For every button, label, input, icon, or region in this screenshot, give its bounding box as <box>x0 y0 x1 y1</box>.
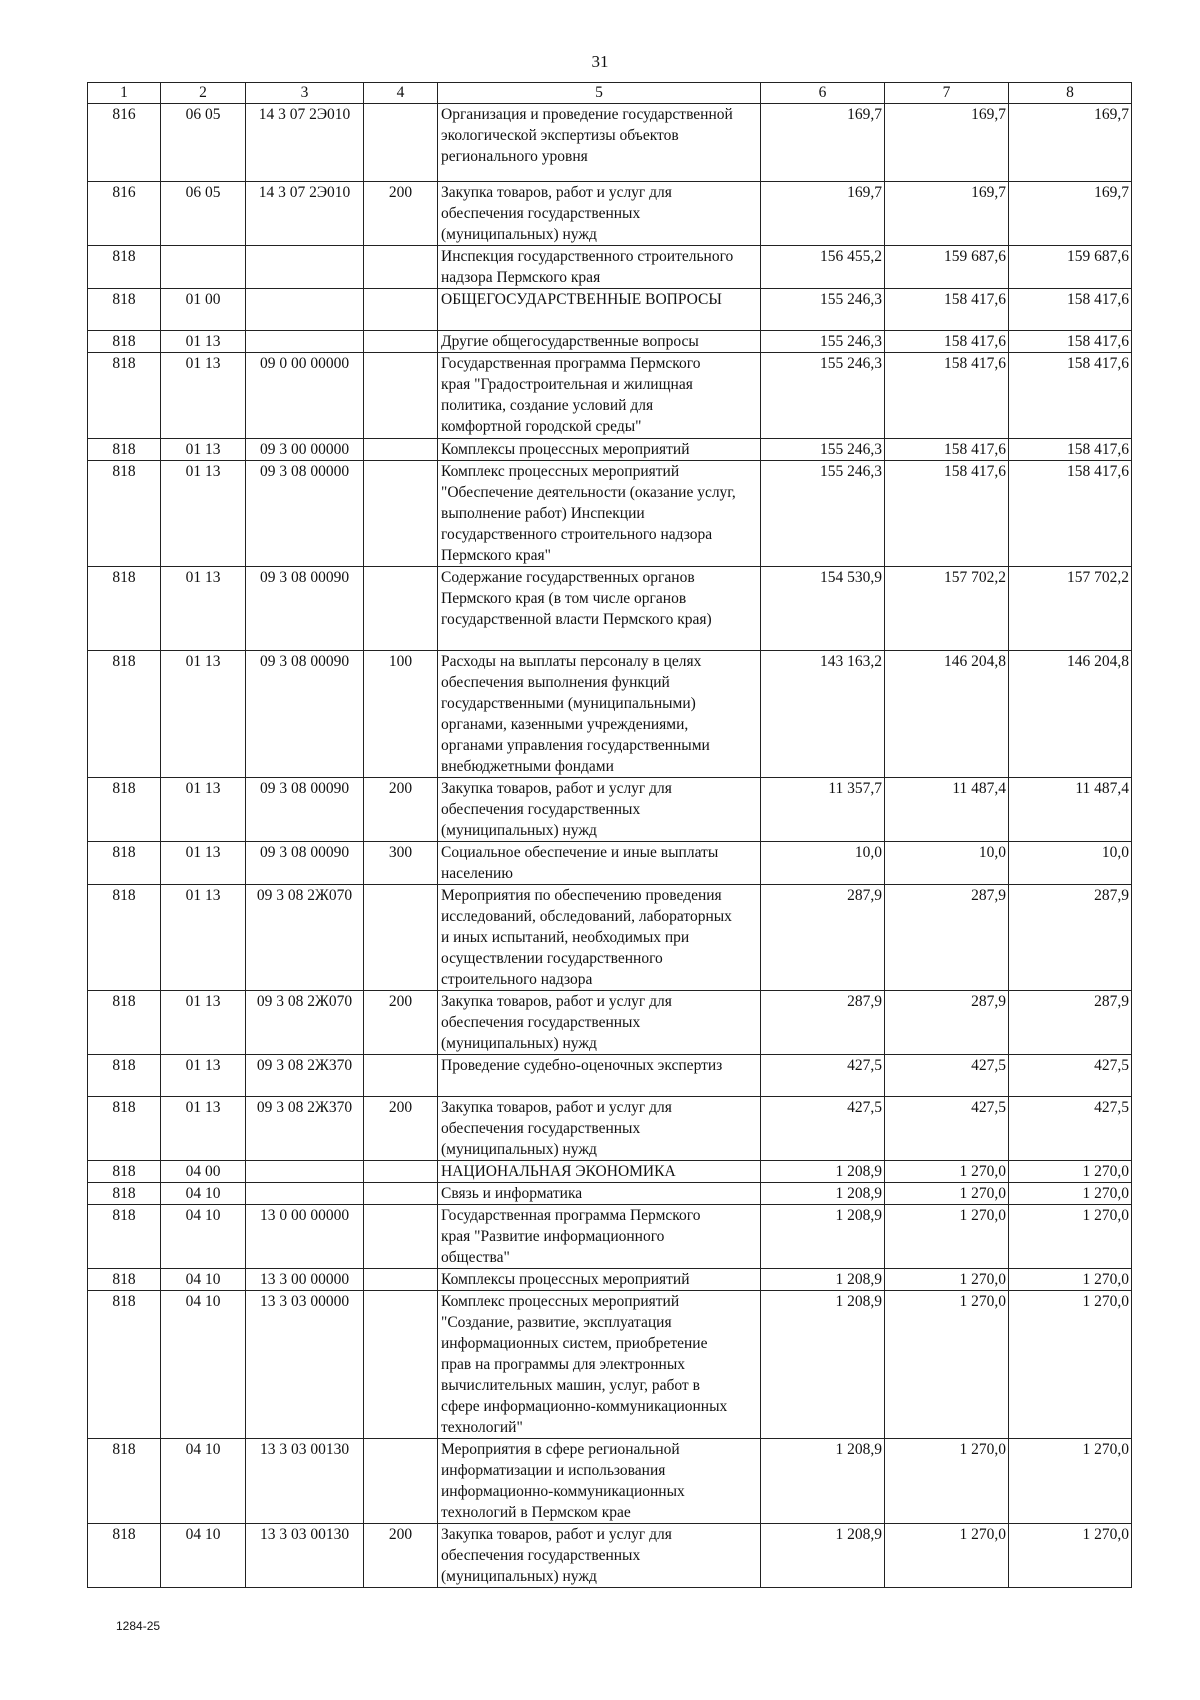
cell-description: Комплекс процессных мероприятий "Создание, развитие, эксплуатация информационных систем, приобретение прав на программы для электронных вычислительных машин, услуг, работ в сфере информационно-коммуникационных технологий" <box>438 1291 761 1439</box>
cell-section-code: 01 13 <box>161 651 246 778</box>
cell-amount-col6: 154 530,9 <box>761 567 885 651</box>
cell-amount-col6: 155 246,3 <box>761 461 885 567</box>
cell-target-article-code <box>246 1183 364 1205</box>
cell-amount-col7: 158 417,6 <box>885 461 1009 567</box>
cell-amount-col7: 158 417,6 <box>885 353 1009 439</box>
table-row <box>88 182 1132 246</box>
cell-ministry-code: 818 <box>88 1524 161 1588</box>
cell-target-article-code: 09 3 08 00090 <box>246 651 364 778</box>
cell-amount-col6: 427,5 <box>761 1097 885 1161</box>
cell-target-article-code <box>246 289 364 331</box>
cell-description: Другие общегосударственные вопросы <box>438 331 761 353</box>
cell-amount-col7: 1 270,0 <box>885 1161 1009 1183</box>
cell-amount-col6: 1 208,9 <box>761 1161 885 1183</box>
cell-description: Мероприятия по обеспечению проведения исследований, обследований, лабораторных и иных испытаний, необходимых при осуществлении государственного строительного надзора <box>438 885 761 991</box>
cell-amount-col8: 158 417,6 <box>1009 289 1132 331</box>
table-row <box>88 842 1132 885</box>
cell-target-article-code: 13 0 00 00000 <box>246 1205 364 1269</box>
cell-expense-type-code: 200 <box>364 1524 438 1588</box>
cell-expense-type-code <box>364 331 438 353</box>
cell-target-article-code: 09 3 00 00000 <box>246 439 364 461</box>
cell-section-code: 04 10 <box>161 1291 246 1439</box>
cell-target-article-code: 09 3 08 00090 <box>246 778 364 842</box>
cell-description: Комплекс процессных мероприятий "Обеспечение деятельности (оказание услуг, выполнение работ) Инспекции государственного строительного надзора Пермского края" <box>438 461 761 567</box>
cell-section-code: 01 13 <box>161 331 246 353</box>
cell-amount-col6: 155 246,3 <box>761 289 885 331</box>
cell-description: Проведение судебно-оценочных экспертиз <box>438 1055 761 1097</box>
cell-description: Закупка товаров, работ и услуг для обеспечения государственных (муниципальных) нужд <box>438 778 761 842</box>
cell-section-code: 04 10 <box>161 1205 246 1269</box>
cell-amount-col8: 169,7 <box>1009 182 1132 246</box>
cell-description: ОБЩЕГОСУДАРСТВЕННЫЕ ВОПРОСЫ <box>438 289 761 331</box>
cell-amount-col7: 287,9 <box>885 991 1009 1055</box>
cell-section-code: 01 13 <box>161 1097 246 1161</box>
cell-amount-col7: 1 270,0 <box>885 1205 1009 1269</box>
cell-amount-col8: 169,7 <box>1009 104 1132 182</box>
cell-ministry-code: 818 <box>88 1183 161 1205</box>
cell-target-article-code: 09 3 08 2Ж370 <box>246 1055 364 1097</box>
cell-amount-col6: 169,7 <box>761 182 885 246</box>
cell-ministry-code: 818 <box>88 1439 161 1524</box>
cell-amount-col7: 158 417,6 <box>885 331 1009 353</box>
column-header-8: 8 <box>1009 83 1132 104</box>
cell-expense-type-code <box>364 461 438 567</box>
table-row <box>88 991 1132 1055</box>
cell-ministry-code: 818 <box>88 991 161 1055</box>
cell-amount-col8: 146 204,8 <box>1009 651 1132 778</box>
cell-amount-col8: 158 417,6 <box>1009 439 1132 461</box>
cell-ministry-code: 818 <box>88 1291 161 1439</box>
cell-amount-col6: 143 163,2 <box>761 651 885 778</box>
table-row <box>88 1524 1132 1588</box>
cell-target-article-code: 13 3 03 00130 <box>246 1524 364 1588</box>
table-row <box>88 1269 1132 1291</box>
cell-amount-col7: 159 687,6 <box>885 246 1009 289</box>
table-row <box>88 1097 1132 1161</box>
cell-expense-type-code <box>364 1183 438 1205</box>
table-row <box>88 461 1132 567</box>
cell-target-article-code: 09 3 08 00090 <box>246 842 364 885</box>
cell-description: НАЦИОНАЛЬНАЯ ЭКОНОМИКА <box>438 1161 761 1183</box>
cell-section-code: 01 13 <box>161 353 246 439</box>
cell-ministry-code: 816 <box>88 104 161 182</box>
cell-amount-col6: 156 455,2 <box>761 246 885 289</box>
cell-target-article-code: 13 3 03 00130 <box>246 1439 364 1524</box>
table-body <box>88 104 1132 1588</box>
table-row <box>88 1205 1132 1269</box>
cell-section-code: 01 13 <box>161 461 246 567</box>
cell-expense-type-code <box>364 439 438 461</box>
table-row <box>88 1055 1132 1097</box>
page-number: 31 <box>591 52 609 71</box>
table-row <box>88 1161 1132 1183</box>
cell-amount-col7: 427,5 <box>885 1055 1009 1097</box>
cell-amount-col8: 11 487,4 <box>1009 778 1132 842</box>
column-header-3: 3 <box>246 83 364 104</box>
cell-section-code: 01 00 <box>161 289 246 331</box>
column-header-6: 6 <box>761 83 885 104</box>
cell-ministry-code: 818 <box>88 778 161 842</box>
cell-target-article-code: 13 3 00 00000 <box>246 1269 364 1291</box>
cell-expense-type-code: 100 <box>364 651 438 778</box>
column-header-5: 5 <box>438 83 761 104</box>
cell-amount-col6: 287,9 <box>761 885 885 991</box>
cell-description: Социальное обеспечение и иные выплаты населению <box>438 842 761 885</box>
cell-amount-col8: 1 270,0 <box>1009 1524 1132 1588</box>
cell-amount-col7: 158 417,6 <box>885 439 1009 461</box>
cell-amount-col8: 427,5 <box>1009 1097 1132 1161</box>
cell-expense-type-code <box>364 1439 438 1524</box>
cell-expense-type-code <box>364 1269 438 1291</box>
cell-amount-col7: 1 270,0 <box>885 1439 1009 1524</box>
cell-amount-col7: 10,0 <box>885 842 1009 885</box>
cell-amount-col7: 11 487,4 <box>885 778 1009 842</box>
cell-amount-col8: 158 417,6 <box>1009 353 1132 439</box>
cell-amount-col8: 1 270,0 <box>1009 1291 1132 1439</box>
cell-target-article-code <box>246 1161 364 1183</box>
cell-section-code <box>161 246 246 289</box>
cell-amount-col6: 1 208,9 <box>761 1439 885 1524</box>
cell-description: Закупка товаров, работ и услуг для обеспечения государственных (муниципальных) нужд <box>438 1097 761 1161</box>
cell-expense-type-code <box>364 1055 438 1097</box>
cell-amount-col7: 1 270,0 <box>885 1269 1009 1291</box>
cell-section-code: 04 10 <box>161 1269 246 1291</box>
cell-amount-col6: 155 246,3 <box>761 439 885 461</box>
cell-ministry-code: 818 <box>88 651 161 778</box>
cell-expense-type-code <box>364 567 438 651</box>
table-row <box>88 885 1132 991</box>
table-row <box>88 439 1132 461</box>
cell-expense-type-code <box>364 353 438 439</box>
cell-expense-type-code <box>364 104 438 182</box>
cell-description: Закупка товаров, работ и услуг для обеспечения государственных (муниципальных) нужд <box>438 1524 761 1588</box>
cell-amount-col6: 427,5 <box>761 1055 885 1097</box>
cell-section-code: 01 13 <box>161 885 246 991</box>
cell-amount-col6: 1 208,9 <box>761 1269 885 1291</box>
cell-ministry-code: 818 <box>88 1055 161 1097</box>
cell-target-article-code: 14 3 07 2Э010 <box>246 104 364 182</box>
cell-amount-col8: 1 270,0 <box>1009 1205 1132 1269</box>
cell-expense-type-code <box>364 885 438 991</box>
cell-target-article-code: 09 3 08 2Ж070 <box>246 885 364 991</box>
cell-amount-col8: 1 270,0 <box>1009 1161 1132 1183</box>
cell-amount-col8: 287,9 <box>1009 991 1132 1055</box>
cell-section-code: 06 05 <box>161 182 246 246</box>
cell-section-code: 01 13 <box>161 991 246 1055</box>
cell-description: Организация и проведение государственной экологической экспертизы объектов регионального уровня <box>438 104 761 182</box>
cell-ministry-code: 818 <box>88 353 161 439</box>
table-row <box>88 567 1132 651</box>
table-row <box>88 289 1132 331</box>
cell-expense-type-code: 200 <box>364 778 438 842</box>
cell-amount-col7: 158 417,6 <box>885 289 1009 331</box>
cell-section-code: 04 10 <box>161 1524 246 1588</box>
cell-section-code: 01 13 <box>161 778 246 842</box>
budget-table <box>87 82 1132 1588</box>
cell-ministry-code: 818 <box>88 331 161 353</box>
cell-description: Комплексы процессных мероприятий <box>438 439 761 461</box>
cell-target-article-code: 09 3 08 2Ж370 <box>246 1097 364 1161</box>
cell-expense-type-code <box>364 246 438 289</box>
cell-amount-col7: 169,7 <box>885 104 1009 182</box>
cell-amount-col6: 155 246,3 <box>761 331 885 353</box>
cell-amount-col6: 11 357,7 <box>761 778 885 842</box>
cell-amount-col8: 427,5 <box>1009 1055 1132 1097</box>
cell-target-article-code: 09 0 00 00000 <box>246 353 364 439</box>
cell-amount-col8: 1 270,0 <box>1009 1183 1132 1205</box>
cell-ministry-code: 818 <box>88 842 161 885</box>
cell-target-article-code <box>246 331 364 353</box>
cell-ministry-code: 818 <box>88 1097 161 1161</box>
table-row <box>88 1291 1132 1439</box>
cell-amount-col8: 159 687,6 <box>1009 246 1132 289</box>
cell-section-code: 01 13 <box>161 842 246 885</box>
cell-amount-col7: 169,7 <box>885 182 1009 246</box>
cell-amount-col8: 10,0 <box>1009 842 1132 885</box>
cell-target-article-code: 13 3 03 00000 <box>246 1291 364 1439</box>
cell-ministry-code: 818 <box>88 246 161 289</box>
cell-amount-col6: 169,7 <box>761 104 885 182</box>
cell-expense-type-code: 200 <box>364 991 438 1055</box>
cell-section-code: 04 10 <box>161 1439 246 1524</box>
table-row <box>88 104 1132 182</box>
cell-amount-col6: 1 208,9 <box>761 1524 885 1588</box>
cell-amount-col6: 1 208,9 <box>761 1183 885 1205</box>
cell-expense-type-code <box>364 1291 438 1439</box>
cell-ministry-code: 818 <box>88 1205 161 1269</box>
cell-ministry-code: 818 <box>88 289 161 331</box>
cell-amount-col7: 157 702,2 <box>885 567 1009 651</box>
cell-amount-col8: 157 702,2 <box>1009 567 1132 651</box>
cell-ministry-code: 818 <box>88 567 161 651</box>
cell-amount-col6: 155 246,3 <box>761 353 885 439</box>
cell-description: Комплексы процессных мероприятий <box>438 1269 761 1291</box>
cell-description: Закупка товаров, работ и услуг для обеспечения государственных (муниципальных) нужд <box>438 182 761 246</box>
document-code: 1284-25 <box>116 1619 161 1633</box>
cell-section-code: 01 13 <box>161 1055 246 1097</box>
column-header-4: 4 <box>364 83 438 104</box>
cell-amount-col7: 1 270,0 <box>885 1291 1009 1439</box>
table-row <box>88 246 1132 289</box>
cell-amount-col6: 10,0 <box>761 842 885 885</box>
cell-target-article-code <box>246 246 364 289</box>
cell-amount-col7: 427,5 <box>885 1097 1009 1161</box>
cell-ministry-code: 818 <box>88 1161 161 1183</box>
cell-ministry-code: 818 <box>88 885 161 991</box>
cell-description: Мероприятия в сфере региональной информатизации и использования информационно-коммуникационных технологий в Пермском крае <box>438 1439 761 1524</box>
table-row <box>88 331 1132 353</box>
cell-description: Расходы на выплаты персоналу в целях обеспечения выполнения функций государственными (муниципальными) органами, казенными учреждениями, органами управления государственными внебюджетными фондами <box>438 651 761 778</box>
column-header-1: 1 <box>88 83 161 104</box>
cell-ministry-code: 816 <box>88 182 161 246</box>
cell-description: Закупка товаров, работ и услуг для обеспечения государственных (муниципальных) нужд <box>438 991 761 1055</box>
table-row <box>88 1439 1132 1524</box>
cell-amount-col8: 1 270,0 <box>1009 1439 1132 1524</box>
cell-target-article-code: 09 3 08 00000 <box>246 461 364 567</box>
column-header-2: 2 <box>161 83 246 104</box>
column-header-7: 7 <box>885 83 1009 104</box>
cell-description: Государственная программа Пермского края "Градостроительная и жилищная политика, создание условий для комфортной городской среды" <box>438 353 761 439</box>
table-row <box>88 651 1132 778</box>
cell-section-code: 06 05 <box>161 104 246 182</box>
cell-amount-col8: 287,9 <box>1009 885 1132 991</box>
cell-ministry-code: 818 <box>88 439 161 461</box>
cell-expense-type-code <box>364 1161 438 1183</box>
cell-amount-col7: 1 270,0 <box>885 1183 1009 1205</box>
cell-target-article-code: 09 3 08 00090 <box>246 567 364 651</box>
cell-section-code: 04 10 <box>161 1183 246 1205</box>
table-row <box>88 778 1132 842</box>
cell-expense-type-code: 200 <box>364 182 438 246</box>
cell-section-code: 01 13 <box>161 439 246 461</box>
cell-amount-col6: 287,9 <box>761 991 885 1055</box>
cell-description: Инспекция государственного строительного надзора Пермского края <box>438 246 761 289</box>
cell-description: Связь и информатика <box>438 1183 761 1205</box>
cell-amount-col8: 1 270,0 <box>1009 1269 1132 1291</box>
cell-amount-col7: 287,9 <box>885 885 1009 991</box>
table-row <box>88 1183 1132 1205</box>
cell-amount-col6: 1 208,9 <box>761 1205 885 1269</box>
cell-amount-col7: 1 270,0 <box>885 1524 1009 1588</box>
cell-expense-type-code <box>364 289 438 331</box>
cell-amount-col8: 158 417,6 <box>1009 461 1132 567</box>
cell-expense-type-code <box>364 1205 438 1269</box>
cell-target-article-code: 09 3 08 2Ж070 <box>246 991 364 1055</box>
cell-section-code: 04 00 <box>161 1161 246 1183</box>
table-row <box>88 353 1132 439</box>
cell-target-article-code: 14 3 07 2Э010 <box>246 182 364 246</box>
cell-ministry-code: 818 <box>88 1269 161 1291</box>
table-header-row <box>88 83 1132 104</box>
cell-amount-col7: 146 204,8 <box>885 651 1009 778</box>
cell-amount-col8: 158 417,6 <box>1009 331 1132 353</box>
cell-description: Содержание государственных органов Пермского края (в том числе органов государственной власти Пермского края) <box>438 567 761 651</box>
cell-amount-col6: 1 208,9 <box>761 1291 885 1439</box>
cell-expense-type-code: 300 <box>364 842 438 885</box>
cell-ministry-code: 818 <box>88 461 161 567</box>
cell-section-code: 01 13 <box>161 567 246 651</box>
cell-description: Государственная программа Пермского края "Развитие информационного общества" <box>438 1205 761 1269</box>
cell-expense-type-code: 200 <box>364 1097 438 1161</box>
